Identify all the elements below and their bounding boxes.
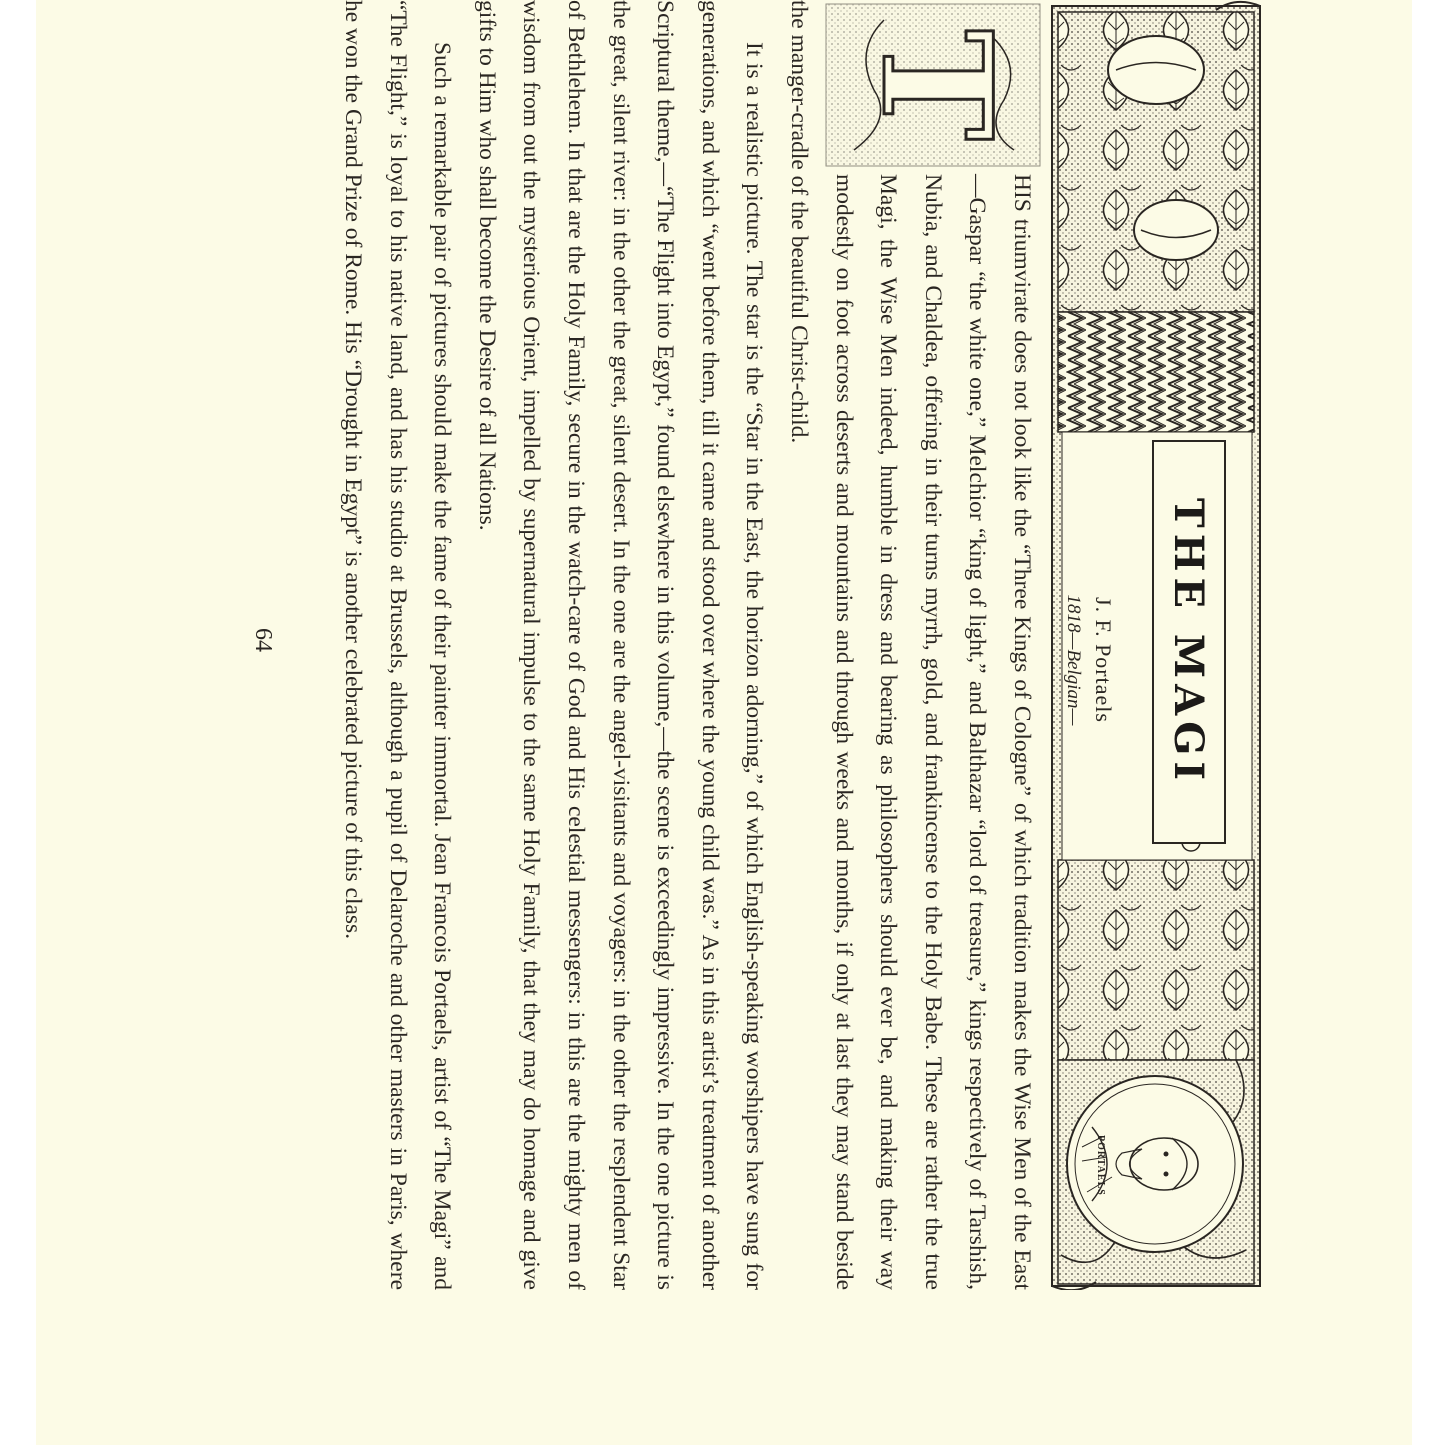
page-number: 64 — [250, 628, 276, 652]
paragraph-3: Such a remarkable pair of pictures should make the fame of their painter immortal. Jean Francois Portaels, artist of “The Magi” and “The Flight,” is loyal to his native land, and has his studio at Brussels, although a pupil of Delaroche and other masters in Paris, where he won the Grand Prize of Rome. His “Drought in Egypt” is another celebrated picture of this class. — [340, 0, 456, 1290]
rotated-page — [76, 0, 1266, 1310]
page-title: THE MAGI — [1165, 497, 1213, 787]
article-body — [331, 0, 1045, 1290]
portrait-label: PORTAELS — [1095, 1135, 1106, 1196]
artist-dates: 1818—Belgian— — [1063, 594, 1084, 726]
title-panel — [1152, 440, 1226, 844]
artist-name: J. F. Portaels — [1091, 597, 1116, 723]
byline — [1058, 500, 1118, 820]
portrait-medallion — [1066, 1075, 1244, 1253]
drop-cap — [822, 0, 1044, 170]
drop-cap-ornament — [822, 0, 1044, 170]
paragraph-1: HIS triumvirate does not look like the “Three Kings of Cologne” of which tradition makes the Wise Men of the East—Gaspar “the white one,” Melchior “king of light,” and Balthazar “lord of treasure,” kings respectively of Tarshish, Nubia, and Chaldea, offering in their turns myrrh, gold, and frankincense to the Holy Babe. These are rather the true Magi, the Wise Men indeed, humble in dress and bearing as philosophers should ever be, and making their way modestly on foot across deserts and mountains and through weeks and months, if only at last they may stand beside the manger-cradle of the beautiful Christ-child. — [786, 0, 1035, 1290]
ornamental-header — [1046, 0, 1266, 1290]
drop-cap-letter: T — [848, 29, 1024, 141]
paragraph-2: It is a realistic picture. The star is the “Star in the East, the horizon adorning,” of which English-speaking worshipers have sung for generations, and which “went before them, till it came and stood over where the young child was.” As in this artist’s treatment of another Scriptural theme,—“The Flight into Egypt,” found elsewhere in this volume,—the scene is exceedingly impressive. In the one picture is the great, silent river: in the other the great, silent desert. In the one are the angel-visitants and voyagers: in the other the resplendent Star of Bethlehem. In that are the Holy Family, secure in the watch-care of God and His celestial messengers: in this are the mighty men of wisdom from out the mysterious Orient, impelled by supernatural impulse to the same Holy Family, that they may do homage and give gifts to Him who shall become the Desire of all Nations. — [473, 0, 768, 1290]
page-paper — [36, 0, 1412, 1445]
